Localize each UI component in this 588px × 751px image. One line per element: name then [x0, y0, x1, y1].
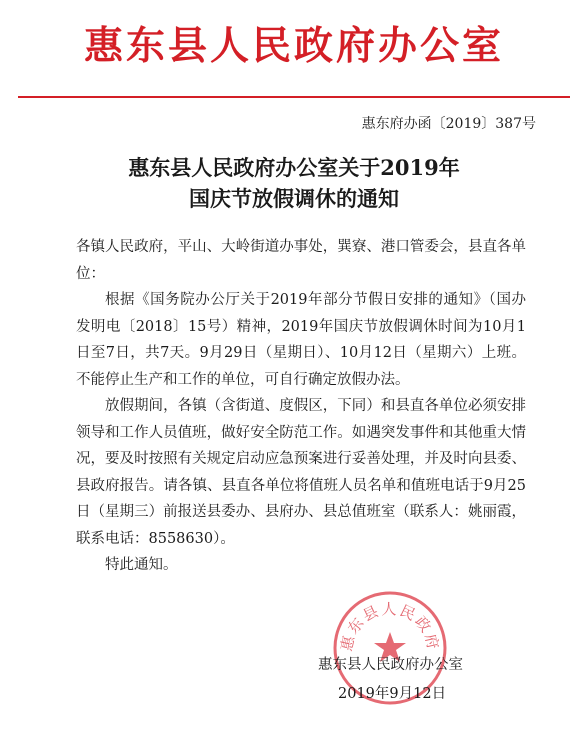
- svg-text:惠东县人民政府: 惠东县人民政府: [337, 599, 443, 653]
- letterhead-title: 惠东县人民政府办公室: [83, 23, 504, 69]
- body-paragraph: 放假期间，各镇（含街道、度假区，下同）和县直各单位必须安排领导和工作人员值班，做好安全防范工作。如遇突发事件和其他重大情况，要及时按照有关规定启动应急预案进行妥善处理，并及时向县委、县政府报告。请各镇、县直各单位将值班人员名单和值班电话于9月25日（星期三）前报送县委办、县府办、县总值班室（联系人：姚丽霞，联系电话：8558630）。: [76, 398, 526, 547]
- issuer-signature: 惠东县人民政府办公室: [318, 657, 463, 673]
- closing-line: 特此通知。: [105, 557, 178, 573]
- recipients-line: 各镇人民政府，平山、大岭街道办事处，巽寮、港口管委会，县直各单位：: [76, 239, 526, 282]
- letterhead-red-rule: [18, 96, 570, 98]
- document-number: 惠东府办函〔2019〕387号: [361, 116, 536, 132]
- document-title-line-2: 国庆节放假调休的通知: [189, 186, 399, 211]
- document-title-line-1: 惠东县人民政府办公室关于2019年: [128, 155, 460, 180]
- issue-date: 2019年9月12日: [338, 686, 447, 702]
- document-body: [76, 234, 526, 579]
- body-paragraph: 根据《国务院办公厅关于2019年部分节假日安排的通知》（国办发明电〔2018〕15号）精神，2019年国庆节放假调休时间为10月1日至7日，共7天。9月29日（星期日）、10月12日（星期六）上班。不能停止生产和工作的单位，可自行确定放假办法。: [76, 292, 526, 388]
- document-title: [0, 152, 588, 214]
